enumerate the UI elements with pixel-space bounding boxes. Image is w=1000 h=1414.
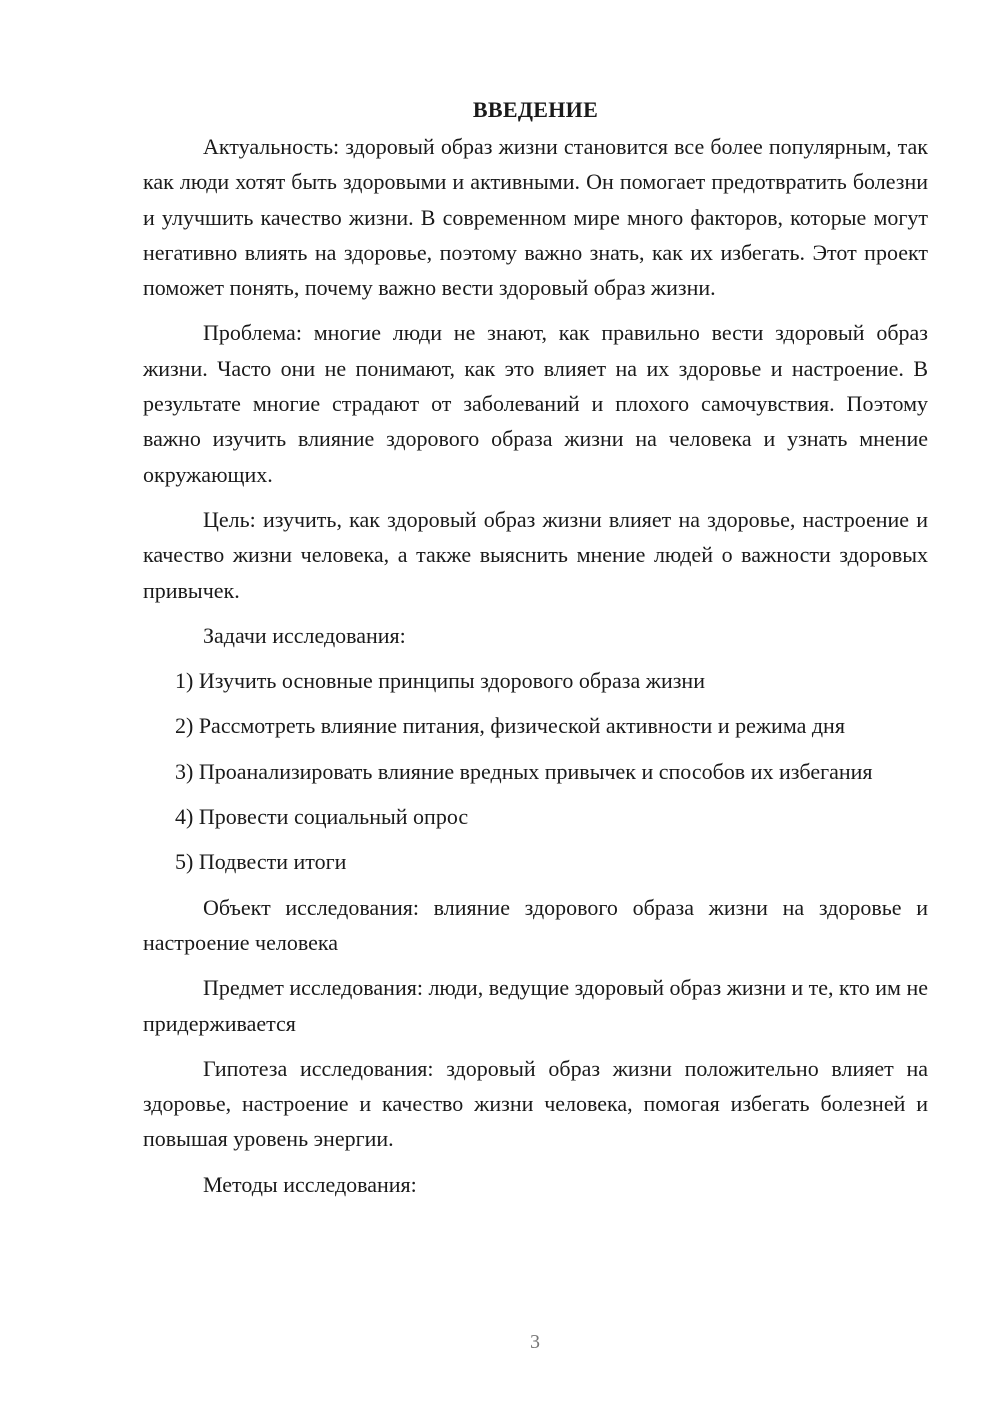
page-number: 3 [530,1331,540,1353]
page-title: ВВЕДЕНИЕ [472,97,599,122]
task-item-5: 5) Подвести итоги [175,849,347,875]
task-item-2: 2) Рассмотреть влияние питания, физической активности и режима дня [175,713,845,739]
hypothesis-paragraph: Гипотеза исследования: здоровый образ жизни положительно влияет на здоровье, настроение и качество жизни человека, помогая избегать болезней и повышая уровень энергии. [143,1055,928,1152]
goal-paragraph: Цель: изучить, как здоровый образ жизни влияет на здоровье, настроение и качество жизни человека, а также выяснить мнение людей о важности здоровых привычек. [143,506,928,603]
document-page [143,92,928,1212]
object-paragraph: Объект исследования: влияние здорового образа жизни на здоровье и настроение человека [143,894,928,955]
task-item-1: 1) Изучить основные принципы здорового образа жизни [175,668,705,694]
task-item-4: 4) Провести социальный опрос [175,804,469,830]
relevance-paragraph: Актуальность: здоровый образ жизни становится все более популярным, так как люди хотят быть здоровыми и активными. Он помогает предотвратить болезни и улучшить качество жизни. В современном мире много факторов, которые могут негативно влиять на здоровье, поэтому важно знать, как их избегать. Этот проект поможет понять, почему важно вести здоровый образ жизни. [143,134,928,301]
subject-paragraph: Предмет исследования: люди, ведущие здоровый образ жизни и те, кто им не придерживается [143,975,929,1036]
problem-paragraph: Проблема: многие люди не знают, как правильно вести здоровый образ жизни. Часто они не понимают, как это влияет на их здоровье и настроение. В результате многие страдают от заболеваний и плохого самочувствия. Поэтому важно изучить влияние здорового образа жизни на человека и узнать мнение окружающих. [143,320,928,487]
methods-heading: Методы исследования: [203,1171,417,1197]
task-item-3: 3) Проанализировать влияние вредных привычек и способов их избегания [175,758,873,784]
tasks-heading: Задачи исследования: [203,622,406,648]
